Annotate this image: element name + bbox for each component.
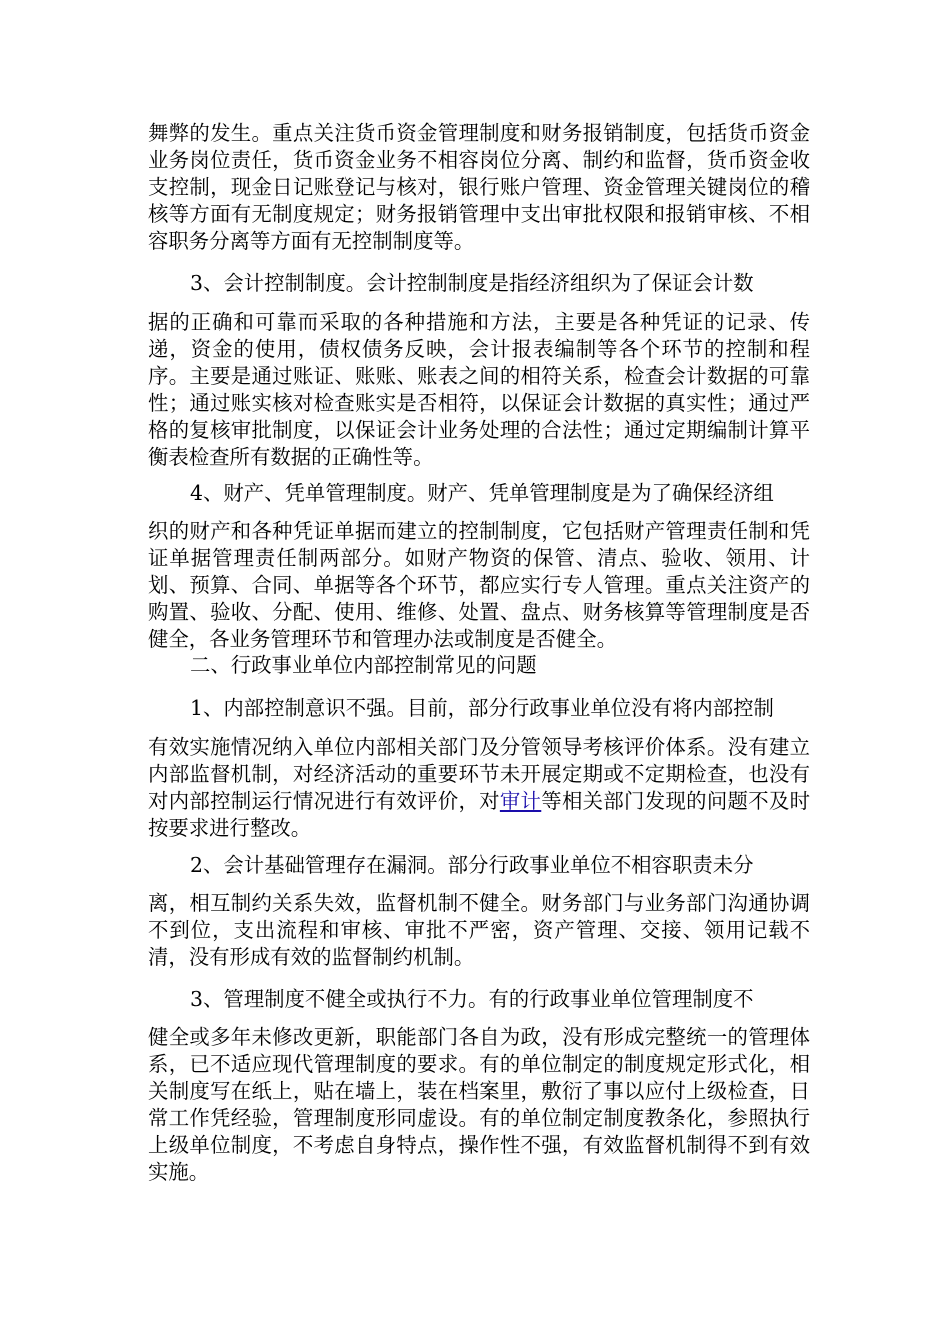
section-heading-common-problems: 二、行政事业单位内部控制常见的问题: [190, 653, 537, 677]
audit-link[interactable]: 审计: [499, 789, 542, 813]
awareness-text-after-link: 等相关部门发现的问题不及时按要求进行整改。: [148, 789, 811, 840]
paragraph-management-system-body: 健全或多年未修改更新，职能部门各自为政，没有形成完整统一的管理体系，已不适应现代管理制度的要求。有的单位制定的制度规定形式化，相关制度写在纸上，贴在墙上，装在档案里，敷衍了事以应付上级检查，日常工作凭经验，管理制度形同虚设。有的单位制定制度教条化，参照执行上级单位制度，不考虑自身特点，操作性不强，有效监督机制得不到有效实施。: [148, 1025, 810, 1184]
paragraph-accounting-control-body: 据的正确和可靠而采取的各种措施和方法，主要是各种凭证的记录、传递，资金的使用，债权债务反映，会计报表编制等各个环节的控制和程序。主要是通过账证、账账、账表之间的相符关系，检查会计数据的可靠性；通过账实核对检查账实是否相符，以保证会计数据的真实性；通过严格的复核审批制度，以保证会计业务处理的合法性；通过定期编制计算平衡表检查所有数据的正确性等。: [148, 310, 810, 469]
paragraph-accounting-control-first-line: 3、会计控制制度。会计控制制度是指经济组织为了保证会计数: [190, 271, 754, 295]
awareness-text-before-link: 有效实施情况纳入单位内部相关部门及分管领导考核评价体系。没有建立内部监督机制，对经济活动的重要环节未开展定期或不定期检查，也没有对内部控制运行情况进行有效评价，对: [148, 735, 810, 813]
paragraph-cash-controls: 舞弊的发生。重点关注货币资金管理制度和财务报销制度，包括货币资金业务岗位责任，货币资金业务不相容岗位分离、制约和监督，货币资金收支控制，现金日记账登记与核对，银行账户管理、资金管理关键岗位的稽核等方面有无制度规定；财务报销管理中支出审批权限和报销审核、不相容职务分离等方面有无控制制度等。: [148, 121, 810, 253]
paragraph-management-system-first-line: 3、管理制度不健全或执行不力。有的行政事业单位管理制度不: [190, 987, 754, 1011]
paragraph-accounting-basics-body: 离，相互制约关系失效，监督机制不健全。财务部门与业务部门沟通协调不到位，支出流程和审核、审批不严密，资产管理、交接、领用记载不清，没有形成有效的监督制约机制。: [148, 891, 810, 969]
paragraph-property-control-body: 织的财产和各种凭证单据而建立的控制制度，它包括财产管理责任制和凭证单据管理责任制两部分。如财产物资的保管、清点、验收、领用、计划、预算、合同、单据等各个环节，都应实行专人管理。重点关注资产的购置、验收、分配、使用、维修、处置、盘点、财务核算等管理制度是否健全，各业务管理环节和管理办法或制度是否健全。: [148, 519, 810, 651]
paragraph-accounting-basics-first-line: 2、会计基础管理存在漏洞。部分行政事业单位不相容职责未分: [190, 853, 754, 877]
paragraph-awareness-body: [148, 734, 810, 842]
paragraph-property-control-first-line: 4、财产、凭单管理制度。财产、凭单管理制度是为了确保经济组: [190, 481, 774, 505]
paragraph-awareness-first-line: 1、内部控制意识不强。目前，部分行政事业单位没有将内部控制: [190, 696, 774, 720]
